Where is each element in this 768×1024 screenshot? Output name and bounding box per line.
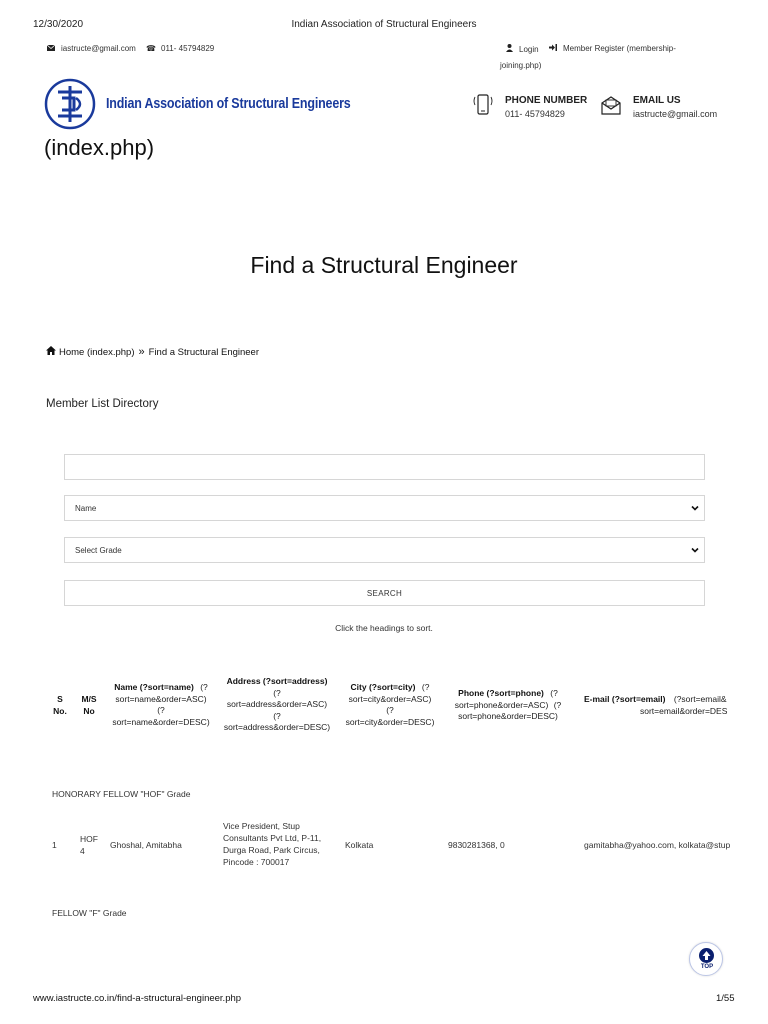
register-text-line2[interactable]: joining.php)	[500, 61, 542, 70]
sort-by-select[interactable]	[64, 495, 705, 521]
sort-address-asc-link[interactable]: sort=address&order=ASC)	[226, 699, 328, 709]
chevron-down-icon	[690, 545, 700, 555]
sort-phone-asc-prefix[interactable]: (?	[550, 688, 558, 698]
mobile-phone-icon	[472, 92, 494, 118]
user-icon	[504, 44, 514, 54]
chevron-down-icon	[690, 503, 700, 513]
cell-ms-prefix: HOF	[80, 834, 98, 844]
breadcrumb	[46, 346, 259, 358]
sort-name-desc-link[interactable]: sort=name&order=DESC)	[112, 716, 210, 727]
sort-name-link[interactable]: Name (?sort=name)	[114, 682, 194, 692]
print-title: Indian Association of Structural Engineers	[291, 19, 477, 30]
header-sno-line2: No.	[53, 705, 67, 716]
cell-city: Kolkata	[345, 840, 374, 850]
grade-select[interactable]	[64, 537, 705, 563]
sort-address-asc-prefix[interactable]: (?	[273, 687, 281, 698]
sort-phone-asc-link[interactable]: sort=phone&order=ASC)	[454, 699, 549, 710]
envelope-icon	[46, 44, 56, 53]
sort-city-desc-link[interactable]: sort=city&order=DESC)	[345, 716, 435, 727]
sort-address-desc-link[interactable]: sort=address&order=DESC)	[223, 722, 331, 732]
member-list-heading: Member List Directory	[46, 398, 159, 410]
header-city	[340, 682, 440, 728]
back-to-top-button[interactable]	[689, 942, 723, 976]
sort-address-desc-prefix[interactable]: (?	[273, 710, 281, 721]
home-link[interactable]: (index.php)	[44, 135, 155, 160]
cell-ms-number: 4	[80, 846, 85, 856]
email-us-value[interactable]: iastructe@gmail.com	[633, 109, 718, 119]
header-email	[584, 694, 734, 717]
sort-city-asc-prefix[interactable]: (?	[421, 682, 430, 692]
page-title: Find a Structural Engineer	[250, 252, 518, 278]
grade-group-heading: FELLOW "F" Grade	[52, 908, 127, 918]
print-footer-page: 1/55	[716, 993, 735, 1004]
topbar-email-text: iastructe@gmail.com	[61, 44, 136, 53]
back-to-top-label: TOP	[700, 964, 714, 970]
print-date: 12/30/2020	[33, 19, 84, 30]
topbar-phone-text: 011- 45794829	[161, 44, 215, 53]
login-link[interactable]	[504, 44, 539, 54]
sort-email-link[interactable]: E-mail (?sort=email)	[584, 694, 666, 704]
header-ms-no	[78, 694, 100, 717]
header-sno	[50, 694, 70, 717]
print-footer-url: www.iastructe.co.in/find-a-structural-engineer.php	[33, 993, 242, 1004]
sort-city-desc-prefix[interactable]: (?	[386, 705, 394, 715]
sort-phone-link[interactable]: Phone (?sort=phone)	[458, 688, 544, 698]
cell-address-line4: Pincode : 700017	[223, 857, 290, 867]
sort-hint: Click the headings to sort.	[335, 623, 433, 633]
cell-ms-no	[80, 833, 98, 857]
sort-city-asc-link[interactable]: sort=city&order=ASC)	[348, 693, 432, 704]
sort-name-asc-prefix[interactable]: (?	[200, 682, 208, 692]
cell-email: gamitabha@yahoo.com, kolkata@stup	[584, 840, 731, 850]
header-ms-line2: No	[83, 705, 95, 716]
sort-by-select-value: Name	[75, 503, 97, 513]
cell-phone: 9830281368, 0	[448, 840, 505, 850]
cell-address-line3: Durga Road, Park Circus,	[223, 845, 320, 855]
header-name	[108, 682, 214, 728]
cell-address-line1: Vice President, Stup	[223, 821, 300, 831]
sign-in-icon	[548, 44, 558, 53]
cell-sno: 1	[52, 840, 57, 850]
phone-number-value[interactable]: 011- 45794829	[505, 109, 565, 119]
search-button[interactable]: SEARCH	[64, 580, 705, 606]
sort-phone-desc-prefix[interactable]: (?	[553, 699, 562, 710]
sort-email-desc-link[interactable]: sort=email&order=DES	[640, 705, 728, 716]
register-link[interactable]	[548, 44, 676, 53]
breadcrumb-home[interactable]: Home (index.php)	[59, 346, 135, 358]
header-sno-line1: S	[57, 694, 63, 704]
topbar-email[interactable]	[46, 44, 136, 53]
header-address	[218, 676, 336, 734]
header-ms-line1: M/S	[81, 694, 97, 704]
brand-logo[interactable]	[44, 78, 100, 130]
sort-name-asc-link[interactable]: sort=name&order=ASC)	[115, 693, 207, 704]
arrow-up-icon	[699, 948, 714, 963]
sort-phone-desc-link[interactable]: sort=phone&order=DESC)	[458, 711, 558, 721]
phone-number-label: PHONE NUMBER	[505, 95, 588, 106]
sort-address-link[interactable]: Address (?sort=address)	[226, 676, 328, 686]
register-text: Member Register (membership-	[563, 44, 676, 53]
breadcrumb-separator: »	[138, 346, 145, 358]
cell-address	[223, 820, 321, 868]
phone-icon: ☎	[146, 44, 156, 53]
header-phone	[446, 688, 570, 723]
cell-address-line2: Consultants Pvt Ltd, P-11,	[223, 833, 322, 843]
search-text-input[interactable]	[64, 454, 705, 480]
sort-city-link[interactable]: City (?sort=city)	[350, 682, 416, 692]
cell-name: Ghoshal, Amitabha	[110, 840, 182, 850]
sort-name-desc-prefix[interactable]: (?	[157, 705, 165, 715]
sort-email-asc-prefix[interactable]: (?sort=email&	[673, 694, 727, 704]
email-envelope-icon	[600, 94, 622, 116]
login-text: Login	[519, 44, 539, 54]
brand-name[interactable]: Indian Association of Structural Engineers	[106, 96, 351, 112]
grade-select-value: Select Grade	[75, 545, 122, 555]
topbar-phone[interactable]	[146, 44, 214, 53]
breadcrumb-current: Find a Structural Engineer	[148, 346, 260, 358]
email-us-label: EMAIL US	[633, 95, 681, 106]
grade-group-heading: HONORARY FELLOW "HOF" Grade	[52, 789, 191, 799]
home-icon	[46, 346, 56, 358]
